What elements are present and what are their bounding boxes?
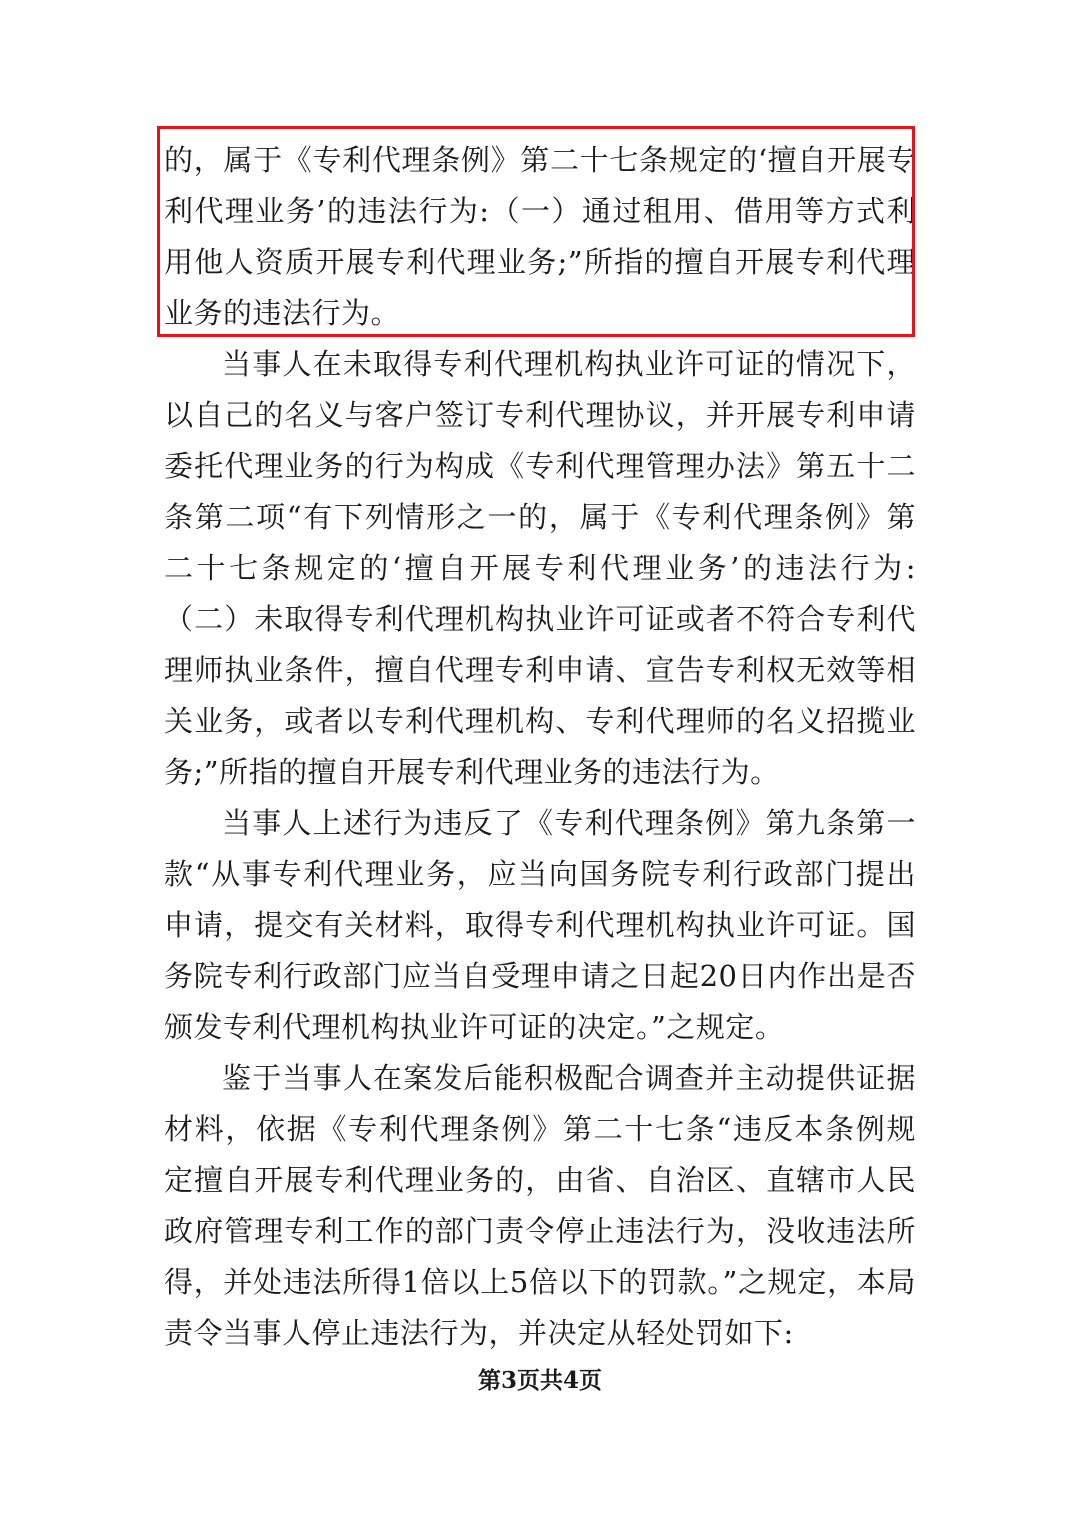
paragraph-penalty-decision: 鉴于当事人在案发后能积极配合调查并主动提供证据材料，依据《专利代理条例》第二十七条“违反本条例规定擅自开展专利代理业务的，由省、自治区、直辖市人民政府管理专利工作的部门责令停止违法行为，没收违法所得，并处违法所得1倍以上5倍以下的罚款。”之规定，本局责令当事人停止违法行为，并决定从轻处罚如下:: [164, 1061, 916, 1350]
paragraph-regulation-violated: 当事人上述行为违反了《专利代理条例》第九条第一款“从事专利代理业务，应当向国务院专利行政部门提出申请，提交有关材料，取得专利代理机构执业许可证。国务院专利行政部门应当自受理申请之日起20日内作出是否颁发专利代理机构执业许可证的决定。”之规定。: [164, 806, 916, 1044]
paragraph-violation-description: 当事人在未取得专利代理机构执业许可证的情况下，以自己的名义与客户签订专利代理协议，并开展专利申请委托代理业务的行为构成《专利代理管理办法》第五十二条第二项“有下列情形之一的，属于《专利代理条例》第二十七条规定的‘擅自开展专利代理业务’的违法行为:（二）未取得专利代理机构执业许可证或者不符合专利代理师执业条件，擅自代理专利申请、宣告专利权无效等相关业务，或者以专利代理机构、专利代理师的名义招揽业务;”所指的擅自开展专利代理业务的违法行为。: [164, 347, 916, 789]
page-number-footer: 第3页共4页: [477, 1367, 602, 1394]
paragraph-continuation: 的，属于《专利代理条例》第二十七条规定的‘擅自开展专利代理业务’的违法行为:（一）通过租用、借用等方式利用他人资质开展专利代理业务;”所指的擅自开展专利代理业务的违法行为。: [164, 143, 916, 330]
document-body: [164, 135, 916, 1359]
